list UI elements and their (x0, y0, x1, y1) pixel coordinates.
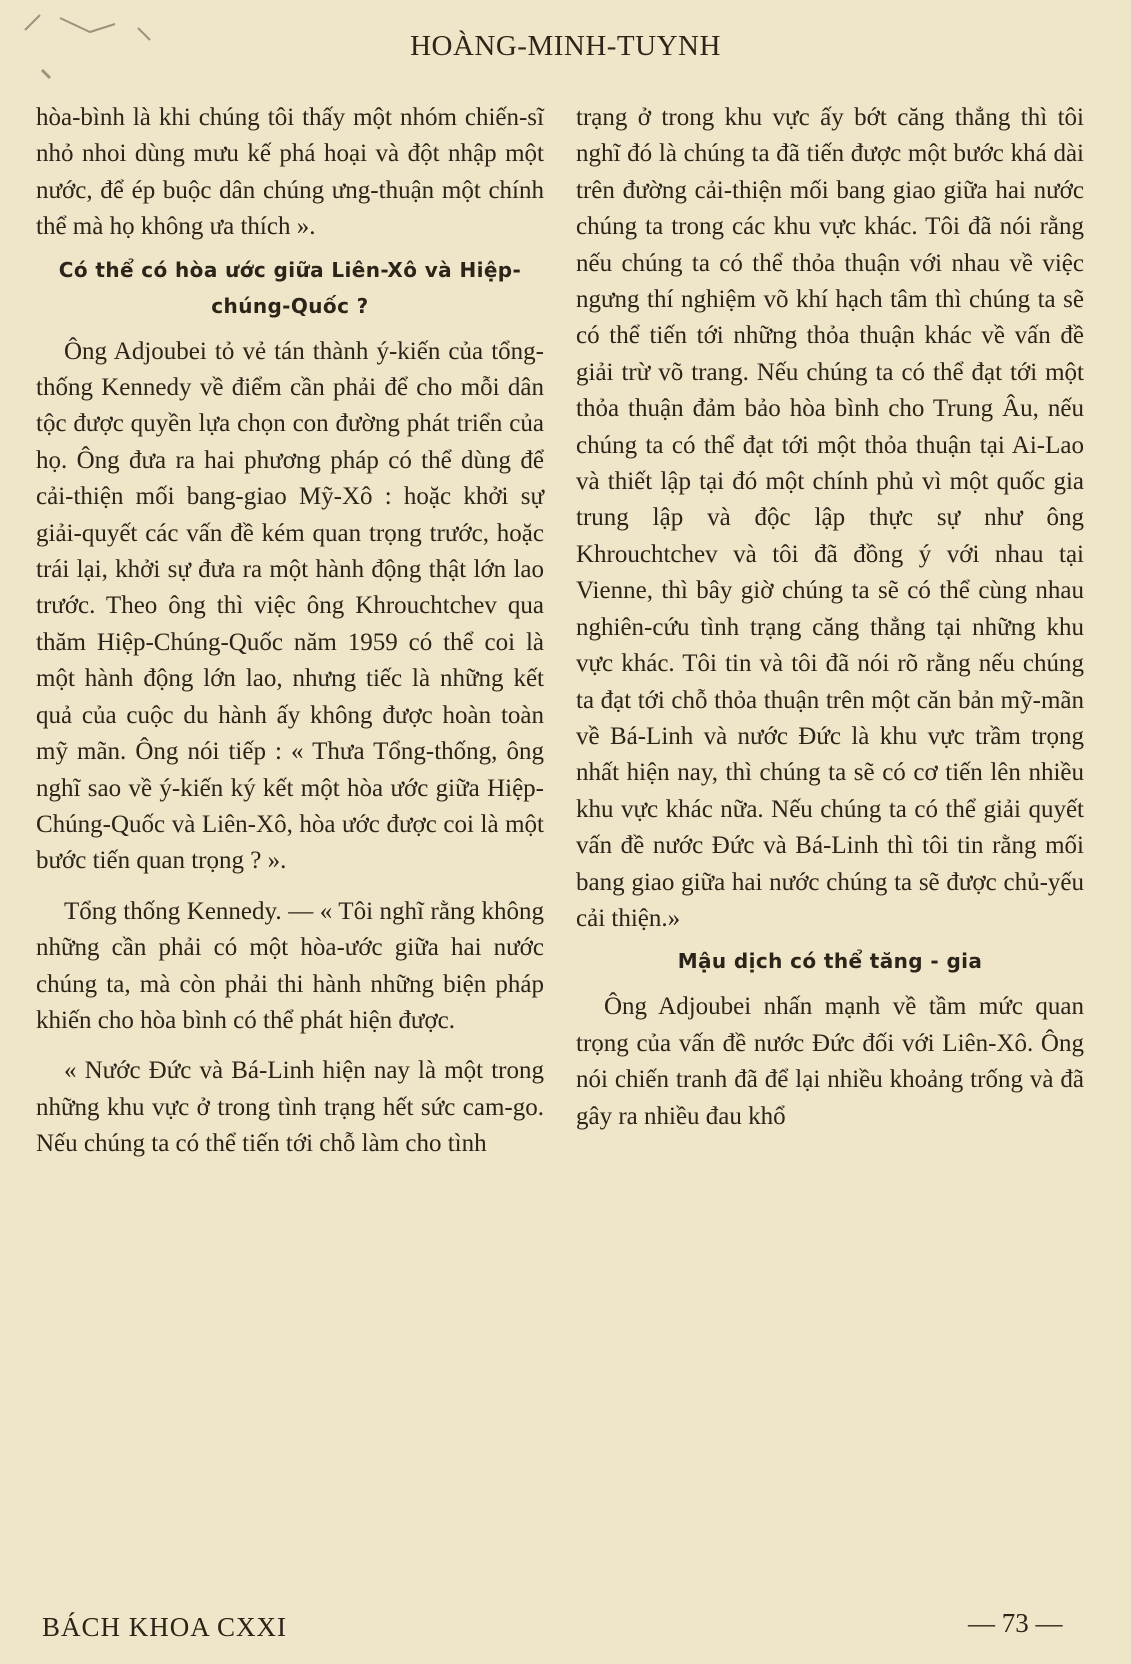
paragraph: trạng ở trong khu vực ấy bớt căng thẳng thì tôi nghĩ đó là chúng ta đã tiến được một bước khá dài trên đường cải-thiện mối bang giao giữa hai nước chúng ta trong các khu vực khác. Tôi đã nói rằng nếu chúng ta có thể thỏa thuận với nhau về việc ngưng thí nghiệm võ khí hạch tâm thì chúng ta sẽ có thể tiến tới những thỏa thuận khác về vấn đề giải trừ võ trang. Nếu chúng ta có thể đạt tới một thỏa thuận đảm bảo hòa bình cho Trung Âu, nếu chúng ta có thể đạt tới một thỏa thuận tại Ai-Lao và thiết lập tại đó một chính phủ vì một quốc gia trung lập và độc lập thực sự như ông Khrouchtchev và tôi đã đồng ý với nhau tại Vienne, thì bây giờ chúng ta sẽ có thể cùng nhau nghiên-cứu tình trạng căng thẳng tại những khu vực khác. Tôi tin và tôi đã nói rõ rằng nếu chúng ta đạt tới chỗ thỏa thuận trên một căn bản mỹ-mãn về Bá-Linh và nước Đức là khu vực trầm trọng nhất hiện nay, thì chúng ta sẽ có cơ tiến lên nhiều khu vực khác nữa. Nếu chúng ta có thể giải quyết vấn đề nước Đức và Bá-Linh thì tôi tin rằng mối bang giao giữa hai nước chúng ta sẽ được chủ-yếu cải thiện.» (576, 104, 1084, 932)
section-subheading: Có thể có hòa ước giữa Liên-Xô và Hiệp-chúng-Quốc ? (58, 257, 522, 318)
paragraph: Ông Adjoubei tỏ vẻ tán thành ý-kiến của tổng-thống Kennedy về điểm cần phải để cho mỗi dân tộc được quyền lựa chọn con đường phát triển của họ. Ông đưa ra hai phương pháp có thể dùng để cải-thiện mối bang-giao Mỹ-Xô : hoặc khởi sự giải-quyết các vấn đề kém quan trọng trước, hoặc trái lại, khởi sự đưa ra một hành động thật lớn lao trước. Theo ông thì việc ông Khrouchtchev qua thăm Hiệp-Chúng-Quốc năm 1959 có thể coi là một hành động lớn lao, nhưng tiếc là những kết quả của cuộc du hành ấy không được hoàn toàn mỹ mãn. Ông nói tiếp : « Thưa Tổng-thống, ông nghĩ sao về ý-kiến ký kết một hòa ước giữa Hiệp-Chúng-Quốc và Liên-Xô, hòa ước được coi là một bước tiến quan trọng ? ». (36, 337, 544, 875)
paragraph: « Nước Đức và Bá-Linh hiện nay là một trong những khu vực ở trong tình trạng hết sức cam-go. Nếu chúng ta có thể tiến tới chỗ làm cho tình (36, 1057, 544, 1158)
left-column (36, 100, 544, 1163)
paragraph: Ông Adjoubei nhấn mạnh về tầm mức quan trọng của vấn đề nước Đức đối với Liên-Xô. Ông nói chiến tranh đã để lại nhiều khoảng trống và đã gây ra nhiều đau khổ (576, 993, 1084, 1130)
page-number: — 73 — (968, 1608, 1063, 1638)
publication-name: BÁCH KHOA CXXI (42, 1612, 288, 1642)
section-subheading: Mậu dịch có thể tăng - gia (677, 949, 983, 974)
running-header: HOÀNG-MINH-TUYNH (410, 30, 721, 62)
paragraph: Tổng thống Kennedy. — « Tôi nghĩ rằng không những cần phải có một hòa-ước giữa hai nước chúng ta, mà còn phải thi hành những biện pháp khiến cho hòa bình có thể phát hiện được. (36, 897, 544, 1034)
paragraph: hòa-bình là khi chúng tôi thấy một nhóm chiến-sĩ nhỏ nhoi dùng mưu kế phá hoại và đột nhập một nước, để ép buộc dân chúng ưng-thuận một chính thể mà họ không ưa thích ». (36, 104, 544, 241)
right-column (576, 100, 1084, 1135)
